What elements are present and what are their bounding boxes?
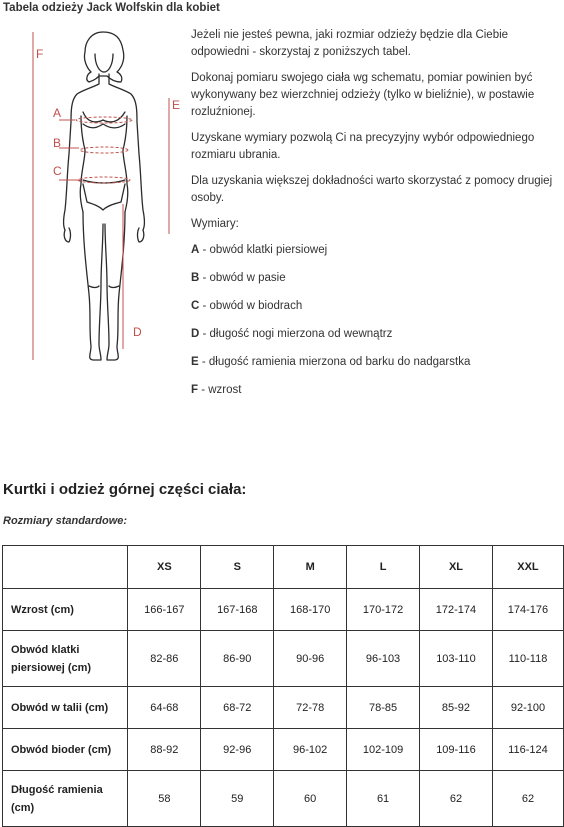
table-cell: 62 xyxy=(492,771,563,827)
label-e: E xyxy=(172,98,181,112)
guide-b-ring xyxy=(80,147,128,153)
table-cell: 166-167 xyxy=(128,589,201,631)
measurement-desc: - obwód w pasie xyxy=(199,272,286,284)
measurement-item xyxy=(191,326,561,343)
table-cell: 168-170 xyxy=(274,589,347,631)
table-cell: 59 xyxy=(201,771,274,827)
table-subtitle: Rozmiary standardowe: xyxy=(3,515,128,527)
measurement-desc: - długość ramienia mierzona od barku do nadgarstka xyxy=(198,356,471,368)
table-cell: 72-78 xyxy=(274,687,347,729)
table-cell: 82-86 xyxy=(128,631,201,687)
table-cell: 102-109 xyxy=(347,729,420,771)
column-header: L xyxy=(347,546,420,589)
table-cell: 96-103 xyxy=(347,631,420,687)
table-cell: 85-92 xyxy=(420,687,493,729)
measurement-desc: - długość nogi mierzona od wewnątrz xyxy=(199,328,393,340)
row-label: Obwód bioder (cm) xyxy=(3,729,128,771)
intro-paragraph: Uzyskane wymiary pozwolą Ci na precyzyjny wybór odpowiedniego rozmiaru ubrania. xyxy=(191,132,535,161)
table-cell: 116-124 xyxy=(492,729,563,771)
measurement-desc: - obwód klatki piersiowej xyxy=(199,244,328,256)
size-table xyxy=(2,545,564,827)
measurement-item xyxy=(191,270,561,287)
table-row xyxy=(3,589,564,631)
label-a: A xyxy=(53,106,62,120)
intro-paragraph: Jeżeli nie jesteś pewna, jaki rozmiar odzieży będzie dla Ciebie odpowiedni - skorzystaj z poniższych tabel. xyxy=(191,29,509,58)
label-b: B xyxy=(53,136,62,150)
measurement-key: B xyxy=(191,272,200,284)
measurement-letters xyxy=(36,47,180,339)
column-header: M xyxy=(274,546,347,589)
table-cell: 103-110 xyxy=(420,631,493,687)
table-cell: 167-168 xyxy=(201,589,274,631)
measurement-item xyxy=(191,298,561,315)
table-cell: 109-116 xyxy=(420,729,493,771)
table-cell: 62 xyxy=(420,771,493,827)
column-header: S xyxy=(201,546,274,589)
table-row xyxy=(3,771,564,827)
column-header: XS xyxy=(128,546,201,589)
column-header xyxy=(3,546,128,589)
intro-paragraph: Dokonaj pomiaru swojego ciała wg schematu, pomiar powinien być wykonywany bez wierzchniej odzieży (tylko w bieliźnie), w postawie rozluźnionej. xyxy=(191,72,535,118)
intro-text xyxy=(191,27,561,410)
table-cell: 68-72 xyxy=(201,687,274,729)
column-header: XL xyxy=(420,546,493,589)
row-label: Obwód w talii (cm) xyxy=(3,687,128,729)
measurement-item xyxy=(191,382,561,399)
measurement-desc: - obwód w biodrach xyxy=(199,300,303,312)
measurement-key: A xyxy=(191,244,200,256)
label-d: D xyxy=(133,325,142,339)
table-cell: 61 xyxy=(347,771,420,827)
measurement-key: C xyxy=(191,300,200,312)
measurement-key: D xyxy=(191,328,200,340)
table-cell: 88-92 xyxy=(128,729,201,771)
table-cell: 92-100 xyxy=(492,687,563,729)
table-cell: 96-102 xyxy=(274,729,347,771)
row-label: Wzrost (cm) xyxy=(3,589,128,631)
row-label: Obwód klatki piersiowej (cm) xyxy=(3,631,128,687)
table-cell: 92-96 xyxy=(201,729,274,771)
column-header: XXL xyxy=(492,546,563,589)
table-cell: 86-90 xyxy=(201,631,274,687)
table-cell: 64-68 xyxy=(128,687,201,729)
body-measurement-diagram xyxy=(25,24,185,369)
table-header-row xyxy=(3,546,564,589)
measurement-item xyxy=(191,354,561,371)
measurement-key: E xyxy=(191,356,199,368)
table-cell: 78-85 xyxy=(347,687,420,729)
dims-label: Wymiary: xyxy=(191,218,239,230)
measurement-guides xyxy=(33,32,169,360)
table-cell: 174-176 xyxy=(492,589,563,631)
measurement-item xyxy=(191,242,561,259)
page-title: Tabela odzieży Jack Wolfskin dla kobiet xyxy=(3,2,220,14)
table-cell: 60 xyxy=(274,771,347,827)
measurement-key: F xyxy=(191,384,199,396)
table-row xyxy=(3,687,564,729)
table-row xyxy=(3,729,564,771)
measurement-list xyxy=(191,242,561,399)
table-cell: 110-118 xyxy=(492,631,563,687)
measurement-desc: - wzrost xyxy=(198,384,242,396)
intro-paragraph: Dla uzyskania większej dokładności warto skorzystać z pomocy drugiej osoby. xyxy=(191,175,553,204)
label-f: F xyxy=(36,47,44,61)
row-label: Długość ramienia (cm) xyxy=(3,771,128,827)
guide-c-ring xyxy=(78,177,130,183)
table-cell: 172-174 xyxy=(420,589,493,631)
label-c: C xyxy=(53,164,62,178)
section-title: Kurtki i odzież górnej części ciała: xyxy=(3,481,247,498)
table-cell: 58 xyxy=(128,771,201,827)
woman-silhouette xyxy=(64,32,145,360)
table-row xyxy=(3,631,564,687)
table-cell: 90-96 xyxy=(274,631,347,687)
table-cell: 170-172 xyxy=(347,589,420,631)
